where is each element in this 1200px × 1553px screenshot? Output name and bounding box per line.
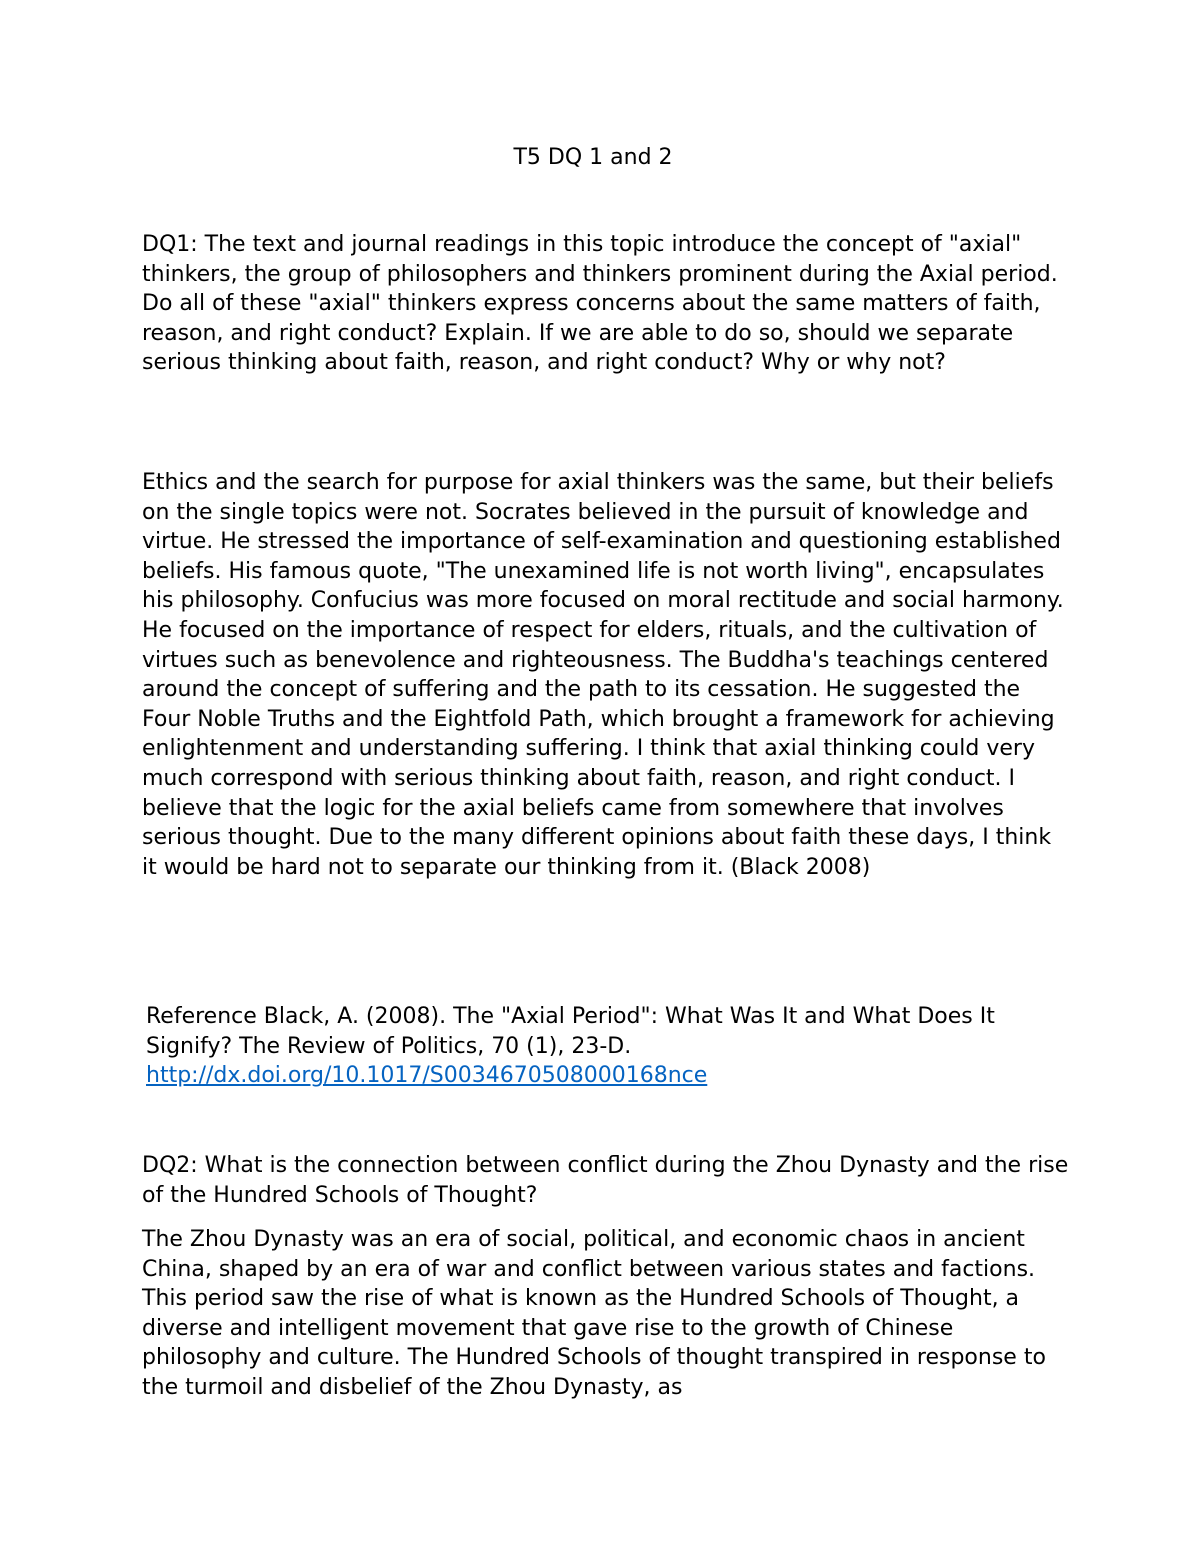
dq2-question: DQ2: What is the connection between conflict during the Zhou Dynasty and the rise of the Hundred Schools of Thought? bbox=[142, 1153, 1069, 1208]
dq1-answer: Ethics and the search for purpose for axial thinkers was the same, but their beliefs on the single topics were not. Socrates believed in the pursuit of knowledge and virtue. He stressed the importance of self-examination and questioning established beliefs. His famous quote, "The unexamined life is not worth living", encapsulates his philosophy. Confucius was more focused on moral rectitude and social harmony. He focused on the importance of respect for elders, rituals, and the cultivation of virtues such as benevolence and righteousness. The Buddha's teachings centered around the concept of suffering and the path to its cessation. He suggested the Four Noble Truths and the Eightfold Path, which brought a framework for achieving enlightenment and understanding suffering. I think that axial thinking could very much correspond with serious thinking about faith, reason, and right conduct. I believe that the logic for the axial beliefs came from somewhere that involves serious thought. Due to the many different opinions about faith these days, I think it would be hard not to separate our thinking from it. (Black 2008) bbox=[142, 470, 1064, 880]
dq2-answer: The Zhou Dynasty was an era of social, political, and economic chaos in ancient China, shaped by an era of war and conflict between various states and factions. This period saw the rise of what is known as the Hundred Schools of Thought, a diverse and intelligent movement that gave rise to the growth of Chinese philosophy and culture. The Hundred Schools of thought transpired in response to the turmoil and disbelief of the Zhou Dynasty, as bbox=[142, 1227, 1046, 1400]
document-title: T5 DQ 1 and 2 bbox=[513, 145, 673, 170]
dq1-question: DQ1: The text and journal readings in this topic introduce the concept of "axial" thinkers, the group of philosophers and thinkers prominent during the Axial period. Do all of these "axial" thinkers express concerns about the same matters of faith, reason, and right conduct? Explain. If we are able to do so, should we separate serious thinking about faith, reason, and right conduct? Why or why not? bbox=[142, 232, 1058, 376]
reference-link[interactable]: http://dx.doi.org/10.1017/S0034670508000168nce bbox=[146, 1063, 708, 1089]
reference bbox=[146, 1002, 1076, 1091]
reference-text: Reference Black, A. (2008). The "Axial Period": What Was It and What Does It Signify? The Review of Politics, 70 (1), 23-D. bbox=[146, 1004, 995, 1059]
